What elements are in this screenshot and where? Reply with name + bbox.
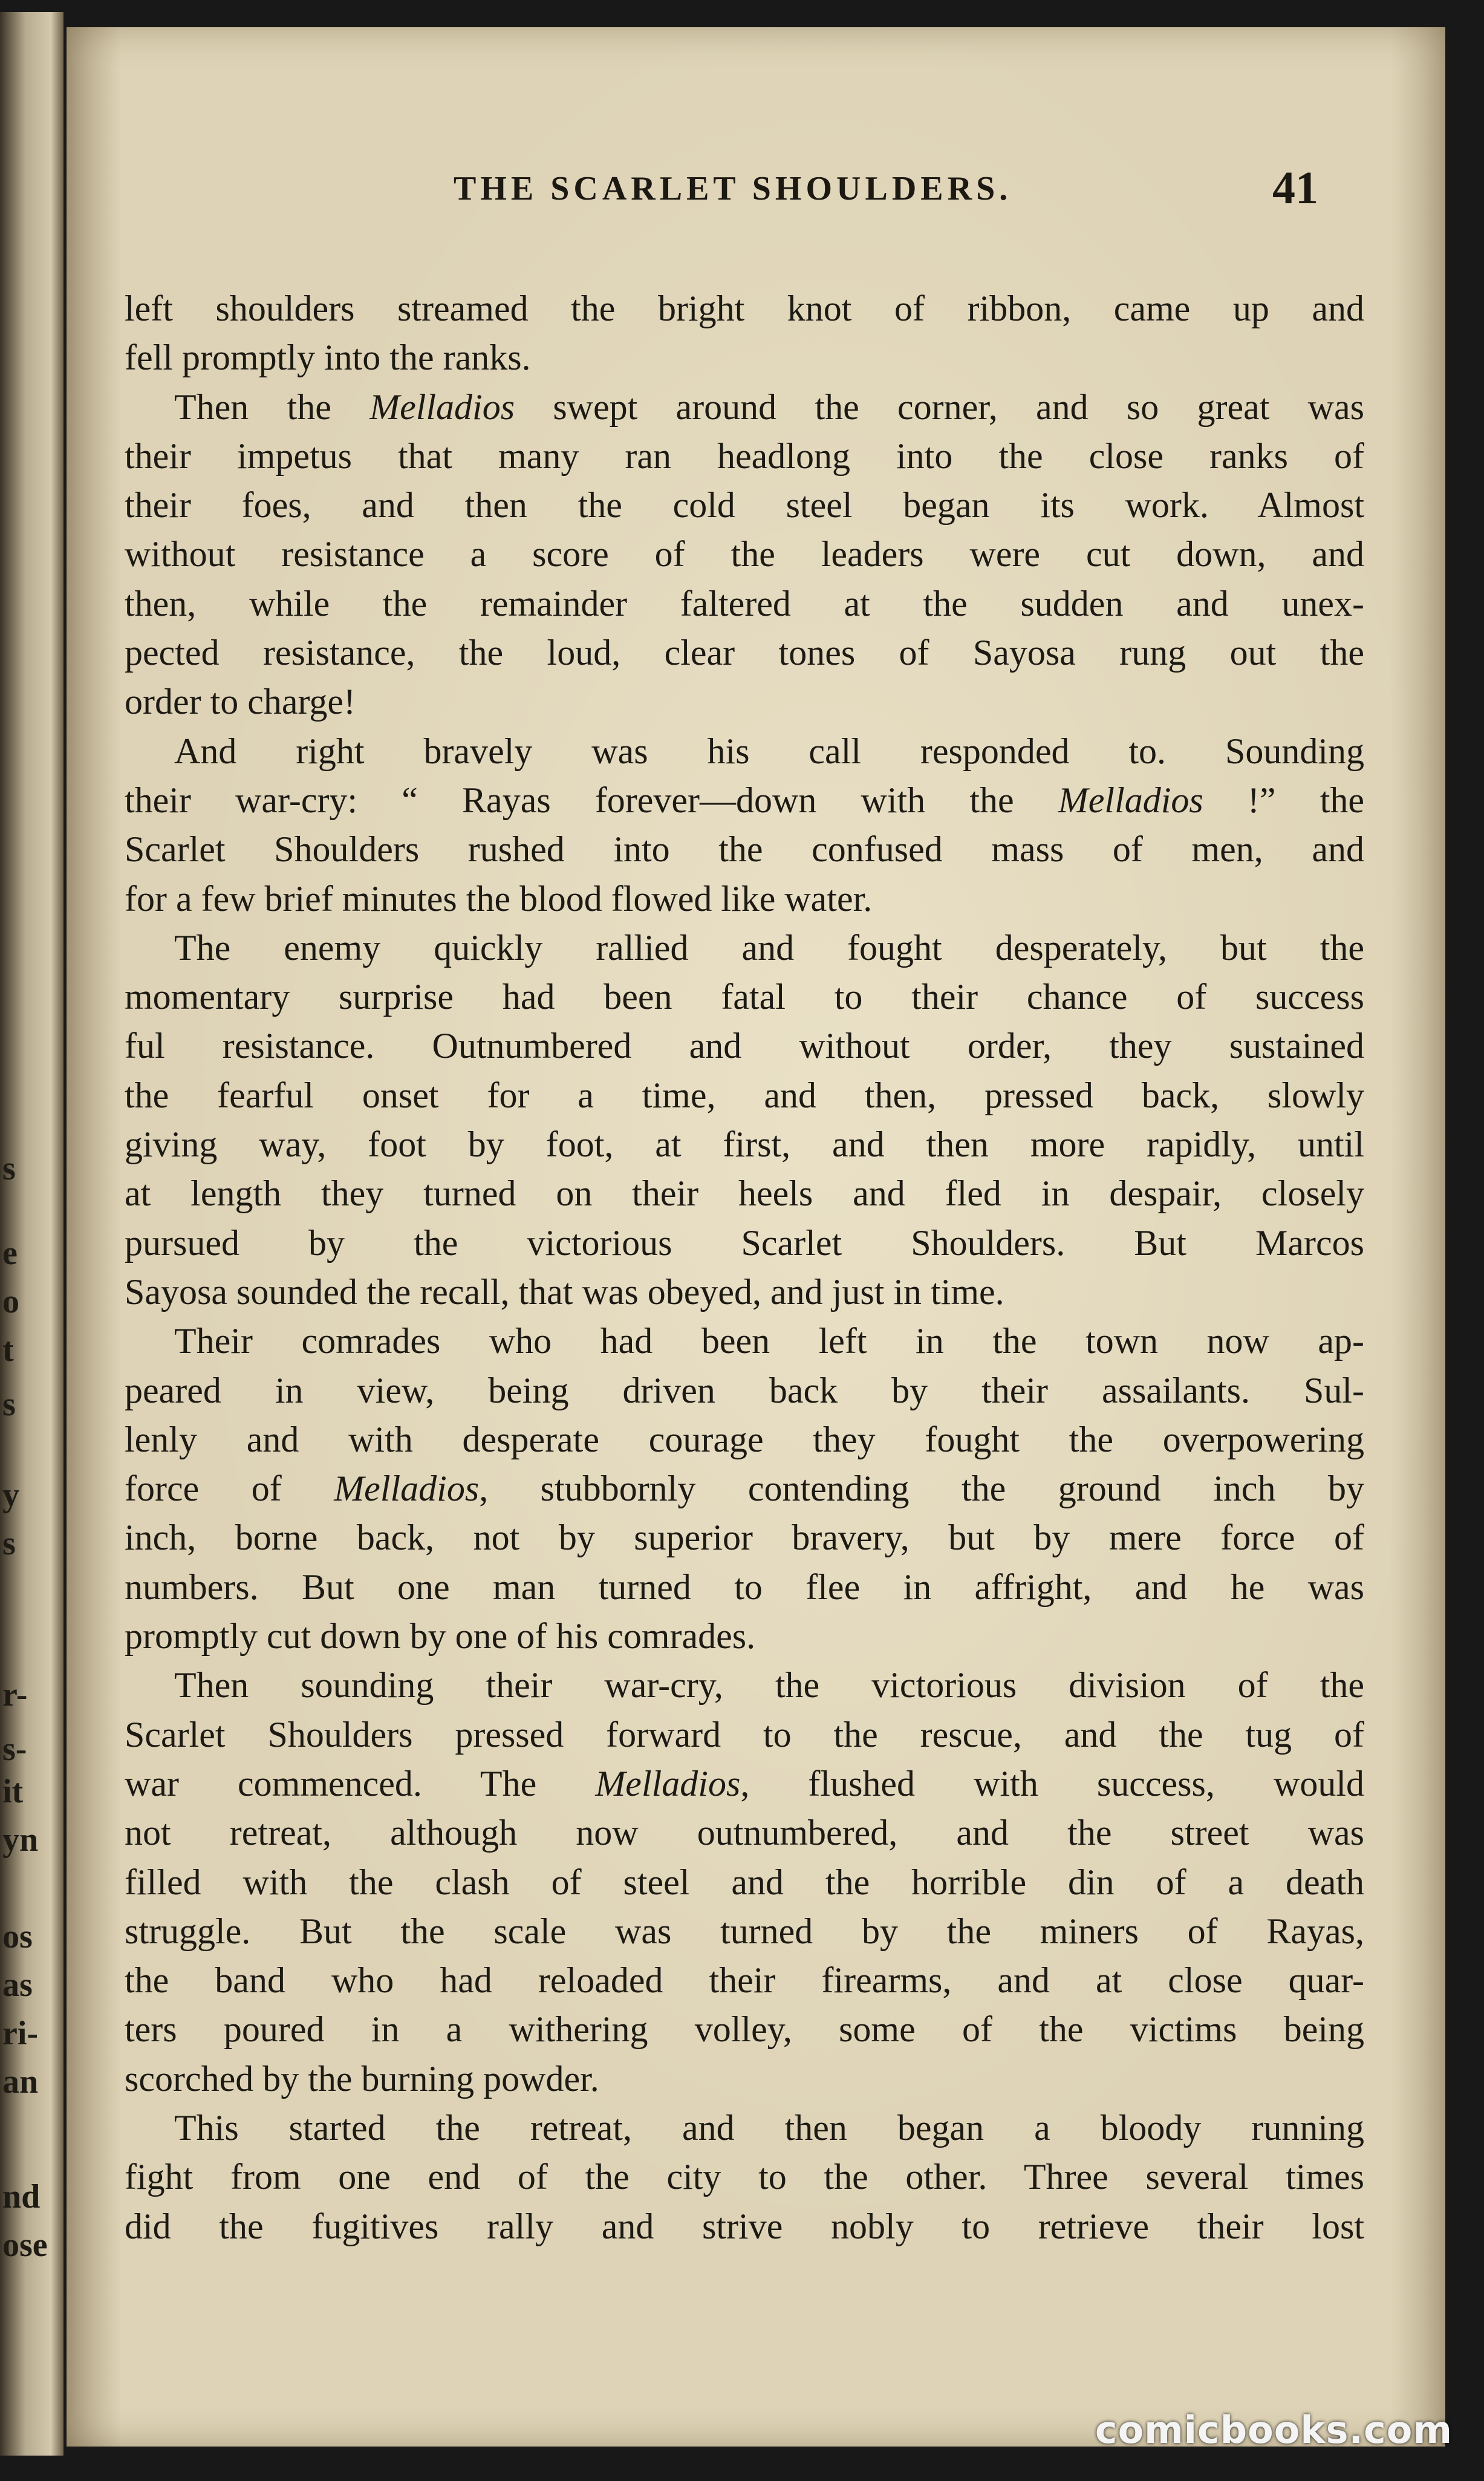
text-line: without resistance a score of the leaders were cut down, and (125, 534, 1364, 575)
text-line-segment: force of (125, 1469, 334, 1509)
text-line: Scarlet Shoulders pressed forward to the rescue, and the tug of (125, 1714, 1364, 1755)
facing-page-fragment: as (2, 1966, 33, 2004)
facing-page-fragment: nd (2, 2178, 41, 2215)
text-line: And right bravely was his call responded to. Sounding (174, 731, 1364, 771)
text-line: not retreat, although now outnumbered, and the street was (125, 1813, 1364, 1853)
text-line-segment: swept around the corner, and so great was (515, 386, 1364, 427)
facing-page-fragment: o (2, 1283, 19, 1320)
facing-page-fragment: yn (2, 1821, 39, 1859)
facing-page-fragment: an (2, 2063, 39, 2101)
text-line: did the fugitives rally and strive nobly to retrieve their lost (125, 2206, 1364, 2246)
facing-page-fragment: s (2, 1150, 16, 1187)
facing-page-edge (0, 12, 63, 2456)
text-line: scorched by the burning powder. (125, 2058, 599, 2099)
text-line: numbers. But one man turned to flee in affright, and he was (125, 1567, 1364, 1607)
facing-page-fragment: ri- (2, 2015, 39, 2052)
text-line: the band who had reloaded their firearms, and at close quar- (125, 1960, 1364, 2001)
text-line: Scarlet Shoulders rushed into the confused mass of men, and (125, 829, 1364, 870)
text-line (125, 383, 1364, 432)
text-line: struggle. But the scale was turned by the miners of Rayas, (125, 1911, 1364, 1951)
text-line (125, 776, 1364, 825)
text-line: pursued by the victorious Scarlet Shoulders. But Marcos (125, 1222, 1364, 1263)
text-line: order to charge! (125, 682, 356, 722)
body-text (125, 284, 1364, 2251)
text-line: ful resistance. Outnumbered and without order, they sustained (125, 1026, 1364, 1066)
facing-page-fragment: it (2, 1773, 24, 1810)
text-line: the fearful onset for a time, and then, pressed back, slowly (125, 1075, 1364, 1115)
italic-name: Melladios (369, 386, 515, 427)
text-line: promptly cut down by one of his comrades. (125, 1616, 756, 1657)
text-line: filled with the clash of steel and the horrible din of a death (125, 1862, 1364, 1902)
page-number: 41 (1272, 163, 1318, 214)
text-line: inch, borne back, not by superior bravery, but by mere force of (125, 1518, 1364, 1558)
text-line: lenly and with desperate courage they fought the overpowering (125, 1419, 1364, 1459)
text-line: This started the retreat, and then began a bloody running (174, 2107, 1364, 2148)
text-line-segment: their war-cry: “ Rayas forever—down with the (125, 780, 1058, 820)
text-line (125, 1759, 1364, 1808)
facing-page-fragment: s (2, 1386, 16, 1423)
italic-name: Melladios (1058, 780, 1203, 820)
text-line: their foes, and then the cold steel began its work. Almost (125, 485, 1364, 526)
text-line: their impetus that many ran headlong into the close ranks of (125, 435, 1364, 476)
running-head-title: THE SCARLET SHOULDERS. (454, 170, 1012, 207)
facing-page-fragment: s- (2, 1730, 27, 1768)
facing-page-fragment: t (2, 1331, 14, 1369)
text-line: Sayosa sounded the recall, that was obeyed, and just in time. (125, 1271, 1004, 1312)
text-line: left shoulders streamed the bright knot of ribbon, came up and (125, 289, 1364, 328)
text-line: for a few brief minutes the blood flowed like water. (125, 878, 873, 919)
text-line-segment: , flushed with success, would (740, 1763, 1364, 1804)
text-line-segment: , stubbornly contending the ground inch by (479, 1469, 1364, 1509)
facing-page-fragment: ose (2, 2226, 48, 2264)
facing-page-fragment: os (2, 1918, 33, 1955)
facing-page-fragment: s (2, 1525, 16, 1562)
running-head (67, 163, 1445, 224)
text-line: at length they turned on their heels and fled in despair, closely (125, 1173, 1364, 1214)
text-line: Their comrades who had been left in the town now ap- (174, 1321, 1364, 1361)
text-line: then, while the remainder faltered at the sudden and unex- (125, 583, 1364, 624)
text-line: fell promptly into the ranks. (125, 337, 531, 378)
text-line: peared in view, being driven back by their assailants. Sul- (125, 1370, 1364, 1410)
watermark: comicbooks.com (1095, 2408, 1453, 2452)
text-line: The enemy quickly rallied and fought desperately, but the (174, 927, 1364, 968)
text-line: fight from one end of the city to the other. Three several times (125, 2157, 1364, 2197)
book-page (67, 27, 1445, 2447)
text-line-segment: !” the (1203, 780, 1364, 820)
text-line: giving way, foot by foot, at first, and then more rapidly, until (125, 1124, 1364, 1165)
text-line (125, 1464, 1364, 1513)
text-line: momentary surprise had been fatal to their chance of success (125, 977, 1364, 1017)
italic-name: Melladios (334, 1469, 480, 1509)
text-line: pected resistance, the loud, clear tones of Sayosa rung out the (125, 633, 1364, 673)
text-line-segment: war commenced. The (125, 1763, 596, 1804)
facing-page-fragment: y (2, 1476, 19, 1514)
italic-name: Melladios (595, 1763, 741, 1804)
text-line: Then sounding their war-cry, the victorious division of the (174, 1665, 1364, 1706)
text-line-segment: Then the (174, 386, 370, 427)
facing-page-fragment: r- (2, 1676, 28, 1713)
text-line: ters poured in a withering volley, some of the victims being (125, 2009, 1364, 2050)
facing-page-fragment: e (2, 1234, 18, 1272)
